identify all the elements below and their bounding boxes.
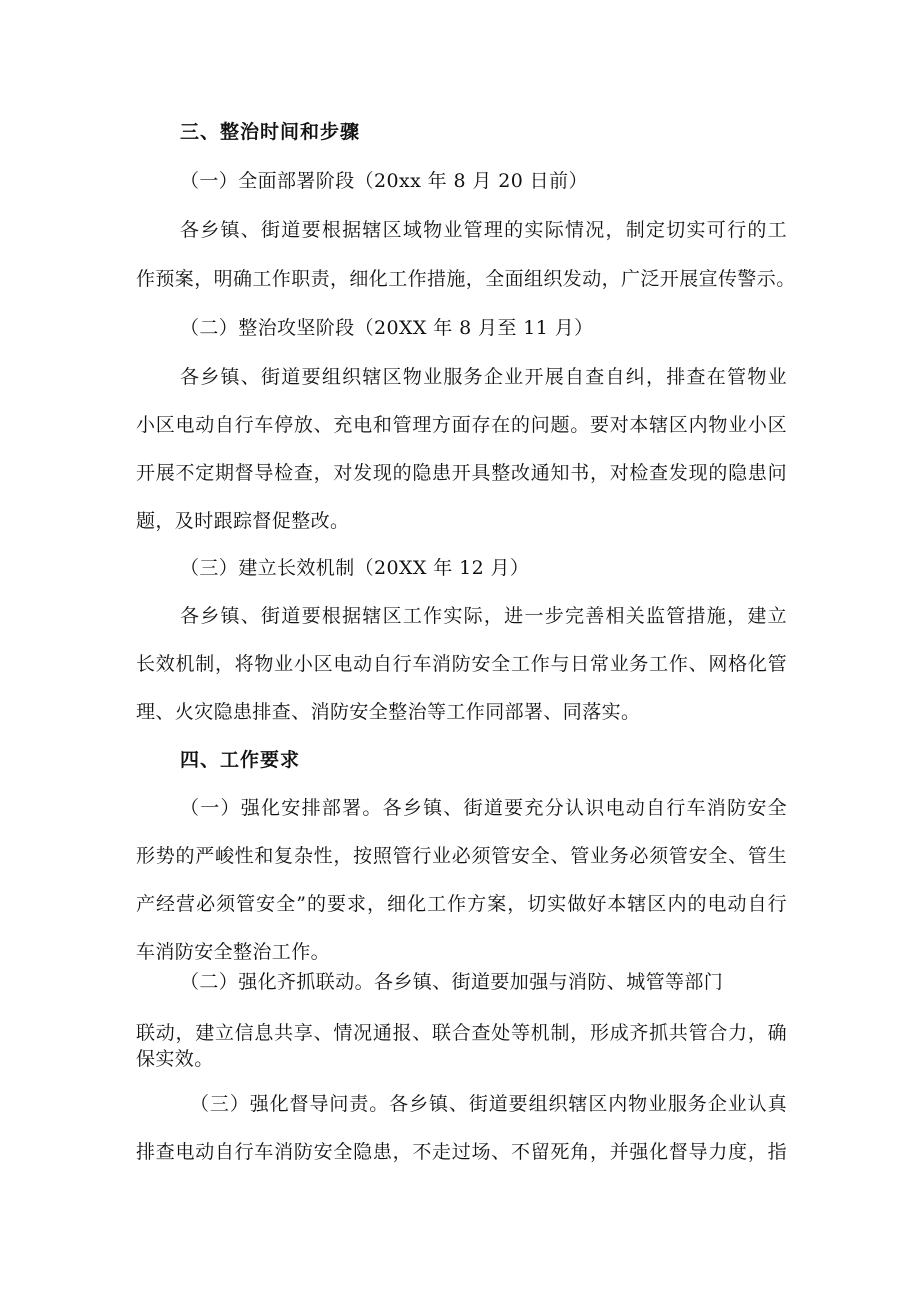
section-heading-4: 四、工作要求 [180, 749, 301, 771]
paragraph-line: 长效机制，将物业小区电动自行车消防安全工作与日常业务工作、网格化管 [136, 653, 787, 675]
paragraph-line: 小区电动自行车停放、充电和管理方面存在的问题。要对本辖区内物业小区 [136, 414, 787, 436]
stage-title-2: （二）整治攻坚阶段（20XX 年 8 月至 11 月） [180, 317, 594, 339]
paragraph-line: 产经营必须管安全”的要求，细化工作方案，切实做好本辖区内的电动自行 [136, 893, 787, 915]
paragraph-line: 题，及时跟踪督促整改。 [136, 510, 350, 532]
paragraph-line: 各乡镇、街道要根据辖区域物业管理的实际情况，制定切实可行的工 [180, 219, 787, 241]
paragraph-line: 作预案，明确工作职责，细化工作措施，全面组织发动，广泛开展宣传警示。 [136, 268, 796, 290]
paragraph-line: 车消防安全整治工作。 [136, 941, 331, 963]
paragraph-line: （三）强化督导问责。各乡镇、街道要组织辖区内物业服务企业认真 [190, 1093, 787, 1115]
paragraph-line: 形势的严峻性和复杂性，按照管行业必须管安全、管业务必须管安全、管生 [136, 845, 787, 867]
stage-title-1: （一）全面部署阶段（20xx 年 8 月 20 日前） [180, 170, 588, 192]
paragraph-line: 各乡镇、街道要组织辖区物业服务企业开展自查自纠，排查在管物业 [180, 366, 787, 388]
paragraph-line: 开展不定期督导检查，对发现的隐患开具整改通知书，对检查发现的隐患问 [136, 462, 787, 484]
section-heading-3: 三、整治时间和步骤 [180, 121, 361, 143]
paragraph-line: 排查电动自行车消防安全隐患，不走过场、不留死角，并强化督导力度，指 [136, 1141, 787, 1163]
paragraph-line: （二）强化齐抓联动。各乡镇、街道要加强与消防、城管等部门 [180, 971, 724, 993]
paragraph-line: （一）强化安排部署。各乡镇、街道要充分认识电动自行车消防安全 [180, 797, 787, 819]
paragraph-line: 理、火灾隐患排查、消防安全整治等工作同部署、同落实。 [136, 701, 641, 723]
paragraph-line: 各乡镇、街道要根据辖区工作实际，进一步完善相关监管措施，建立 [180, 605, 787, 627]
stage-title-3: （三）建立长效机制（20XX 年 12 月） [180, 557, 530, 579]
paragraph-line: 保实效。 [136, 1048, 214, 1070]
paragraph-line: 联动，建立信息共享、情况通报、联合查处等机制，形成齐抓共管合力，确 [136, 1022, 787, 1044]
